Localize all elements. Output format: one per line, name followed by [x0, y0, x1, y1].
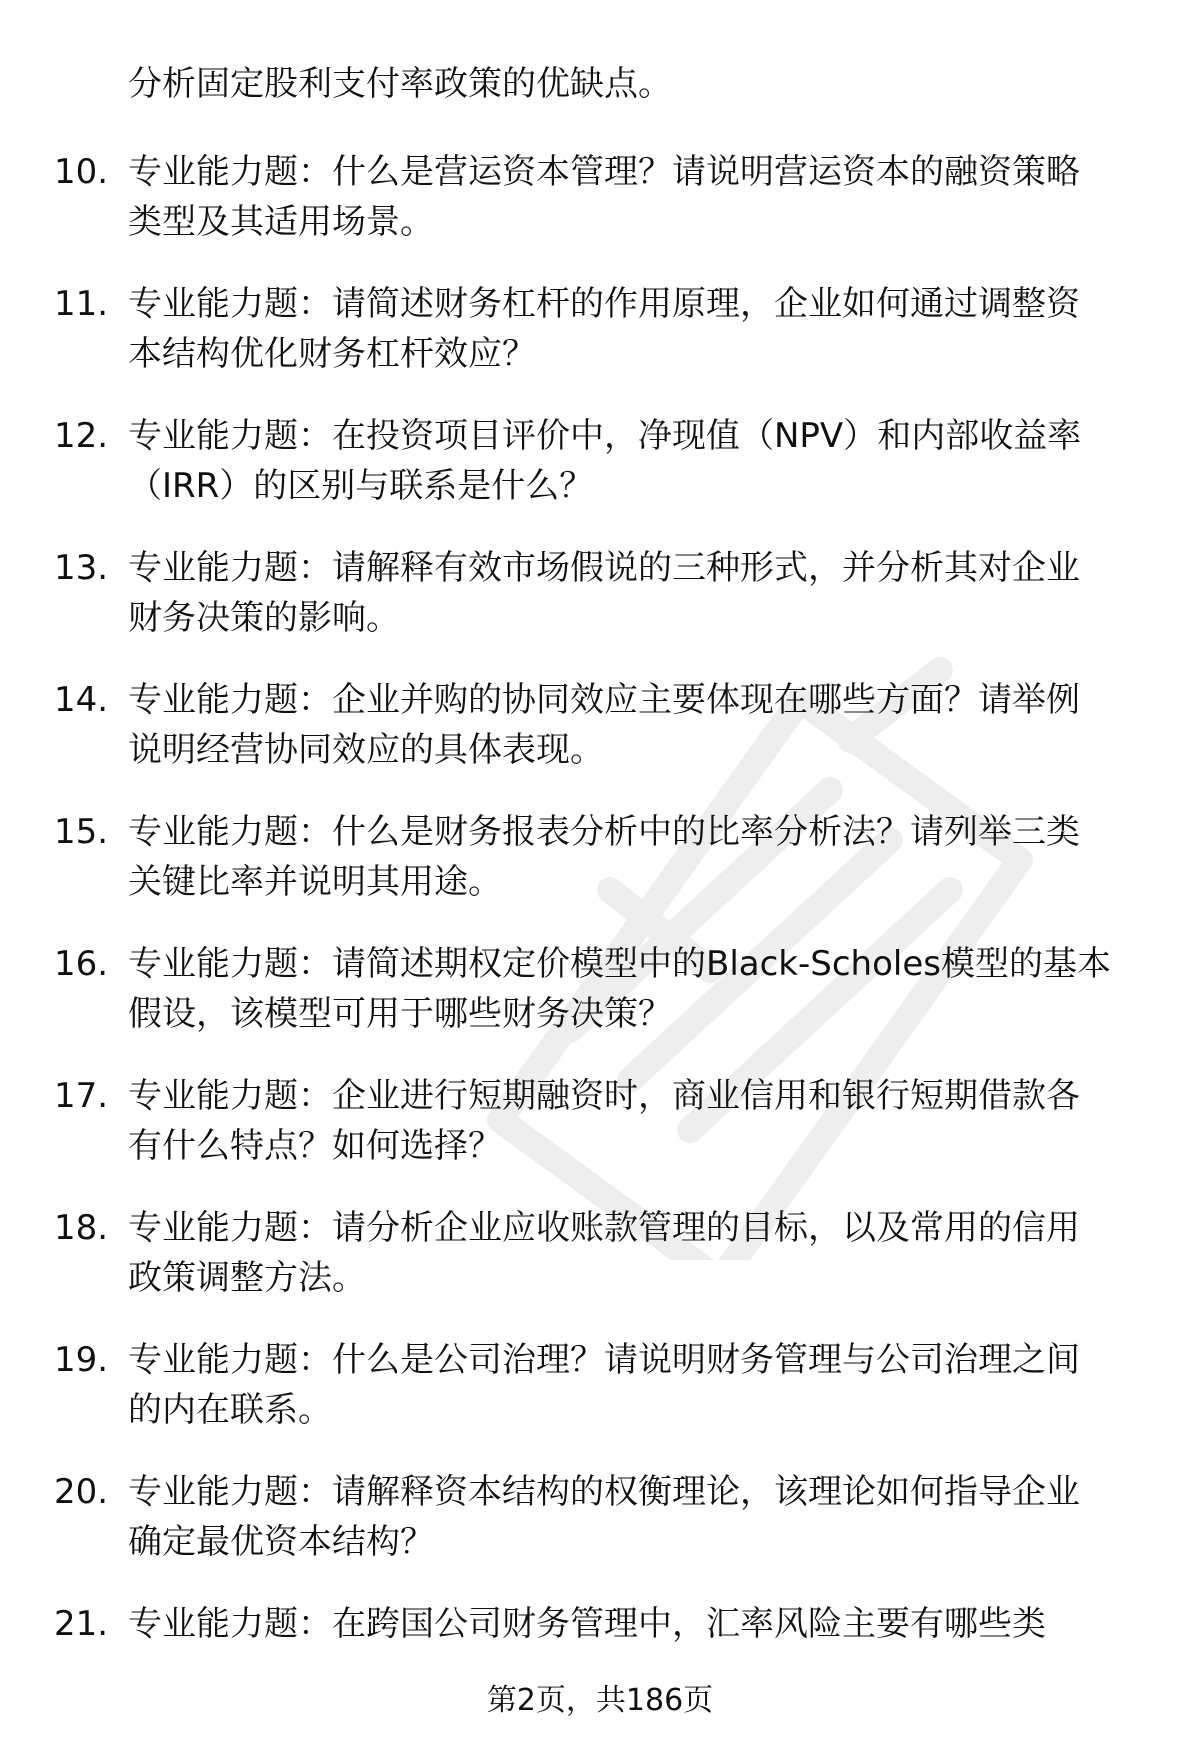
question-item [0, 1336, 1200, 1468]
question-text-line: 说明经营协同效应的具体表现。 [128, 730, 604, 770]
question-item [0, 940, 1200, 1072]
question-text-line: 确定最优资本结构？ [128, 1522, 434, 1562]
question-text-line: 专业能力题：什么是公司治理？请说明财务管理与公司治理之间 [128, 1340, 1080, 1380]
question-text-line: 专业能力题：请解释资本结构的权衡理论，该理论如何指导企业 [128, 1472, 1080, 1512]
question-text-line: 专业能力题：什么是营运资本管理？请说明营运资本的融资策略 [128, 152, 1080, 192]
question-text-line: 政策调整方法。 [128, 1258, 366, 1298]
continuation-text: 分析固定股利支付率政策的优缺点。 [128, 64, 672, 104]
question-text-line: （IRR）的区别与联系是什么？ [128, 466, 594, 506]
question-item [0, 148, 1200, 280]
question-number: 18. [54, 1208, 109, 1248]
question-item [0, 412, 1200, 544]
question-number: 21. [54, 1604, 109, 1644]
question-text-line: 本结构优化财务杠杆效应？ [128, 334, 536, 374]
question-text-line: 专业能力题：什么是财务报表分析中的比率分析法？请列举三类 [128, 812, 1080, 852]
question-item [0, 544, 1200, 676]
question-text-line: 有什么特点？如何选择？ [128, 1126, 502, 1166]
question-text-line: 财务决策的影响。 [128, 598, 400, 638]
question-item [0, 1204, 1200, 1336]
question-number: 13. [54, 548, 109, 588]
question-item [0, 280, 1200, 412]
question-text-line: 类型及其适用场景。 [128, 202, 434, 242]
question-list [0, 148, 1200, 1732]
question-number: 15. [54, 812, 109, 852]
question-text-line: 专业能力题：企业并购的协同效应主要体现在哪些方面？请举例 [128, 680, 1080, 720]
question-text-line: 专业能力题：企业进行短期融资时，商业信用和银行短期借款各 [128, 1076, 1080, 1116]
question-item [0, 1072, 1200, 1204]
question-number: 11. [54, 284, 109, 324]
question-number: 17. [54, 1076, 109, 1116]
question-item [0, 676, 1200, 808]
question-number: 10. [54, 152, 109, 192]
question-number: 19. [54, 1340, 109, 1380]
question-text-line: 专业能力题：请分析企业应收账款管理的目标，以及常用的信用 [128, 1208, 1080, 1248]
question-text-line: 专业能力题：请简述期权定价模型中的Black-Scholes模型的基本 [128, 944, 1111, 984]
question-text-line: 专业能力题：请解释有效市场假说的三种形式，并分析其对企业 [128, 548, 1080, 588]
question-number: 12. [54, 416, 109, 456]
question-text-line: 专业能力题：请简述财务杠杆的作用原理，企业如何通过调整资 [128, 284, 1080, 324]
question-item [0, 808, 1200, 940]
question-number: 14. [54, 680, 109, 720]
question-text-line: 假设，该模型可用于哪些财务决策？ [128, 994, 672, 1034]
question-text-line: 专业能力题：在跨国公司财务管理中，汇率风险主要有哪些类 [128, 1604, 1046, 1644]
question-text-line: 关键比率并说明其用途。 [128, 862, 502, 902]
question-number: 20. [54, 1472, 109, 1512]
question-item [0, 1468, 1200, 1600]
question-text-line: 专业能力题：在投资项目评价中，净现值（NPV）和内部收益率 [128, 416, 1082, 456]
question-text-line: 的内在联系。 [128, 1390, 332, 1430]
page-footer: 第2页，共186页 [486, 1683, 714, 1718]
question-number: 16. [54, 944, 109, 984]
